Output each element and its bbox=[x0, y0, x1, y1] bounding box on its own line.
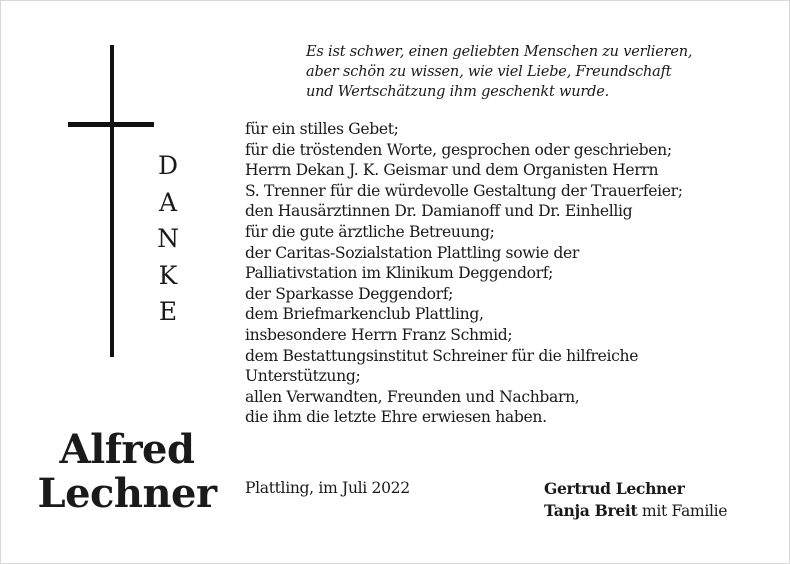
thanks-line: dem Briefmarkenclub Plattling, bbox=[245, 305, 484, 324]
thanks-line: den Hausärztinnen Dr. Damianoff und Dr. Einhellig bbox=[245, 202, 633, 221]
quote-line: Es ist schwer, einen geliebten Menschen zu verlieren, bbox=[306, 44, 693, 60]
cross-icon bbox=[110, 45, 114, 357]
signer-suffix: mit Familie bbox=[637, 502, 728, 520]
signers bbox=[544, 478, 727, 522]
thanks-line: allen Verwandten, Freunden und Nachbarn, bbox=[245, 387, 580, 406]
danke-letter: N bbox=[157, 224, 179, 253]
thanks-line: dem Bestattungsinstitut Schreiner für die hilfreiche bbox=[245, 346, 639, 365]
cross-icon-bar bbox=[68, 122, 154, 127]
thanks-line: für ein stilles Gebet; bbox=[245, 120, 399, 138]
thanks-line: der Caritas-Sozialstation Plattling sowie der bbox=[245, 243, 579, 262]
quote-line: aber schön zu wissen, wie viel Liebe, Freundschaft bbox=[306, 64, 672, 80]
thanks-line: die ihm die letzte Ehre erwiesen haben. bbox=[245, 408, 547, 427]
thanks-line: für die tröstenden Worte, gesprochen oder geschrieben; bbox=[245, 140, 672, 159]
signer-row bbox=[544, 500, 727, 522]
danke-letter: E bbox=[158, 297, 178, 326]
thanks-line: der Sparkasse Deggendorf; bbox=[245, 284, 454, 303]
thanks-list bbox=[245, 119, 775, 428]
memorial-quote bbox=[306, 42, 766, 102]
thanks-line: Unterstützung; bbox=[245, 367, 361, 386]
thanks-line: Herrn Dekan J. K. Geismar und dem Organisten Herrn bbox=[245, 161, 659, 180]
thanks-line: S. Trenner für die würdevolle Gestaltung der Trauerfeier; bbox=[245, 181, 683, 200]
deceased-first-name: Alfred bbox=[59, 426, 195, 473]
quote-line: und Wertschätzung ihm geschenkt wurde. bbox=[306, 84, 610, 100]
deceased-name bbox=[18, 428, 236, 516]
place-date: Plattling, im Juli 2022 bbox=[245, 479, 410, 497]
danke-letter: D bbox=[157, 151, 179, 180]
danke-letter: K bbox=[158, 260, 178, 290]
signer-name: Gertrud Lechner bbox=[544, 479, 685, 498]
danke-vertical-text bbox=[150, 148, 186, 331]
thanks-line: für die gute ärztliche Betreuung; bbox=[245, 222, 495, 241]
thanks-line: insbesondere Herrn Franz Schmid; bbox=[245, 325, 513, 344]
signer-name: Tanja Breit bbox=[544, 501, 638, 520]
thanks-line: Palliativstation im Klinikum Deggendorf; bbox=[245, 264, 554, 283]
danke-letter: A bbox=[158, 187, 178, 217]
deceased-last-name: Lechner bbox=[37, 470, 217, 517]
signer-row bbox=[544, 478, 727, 500]
